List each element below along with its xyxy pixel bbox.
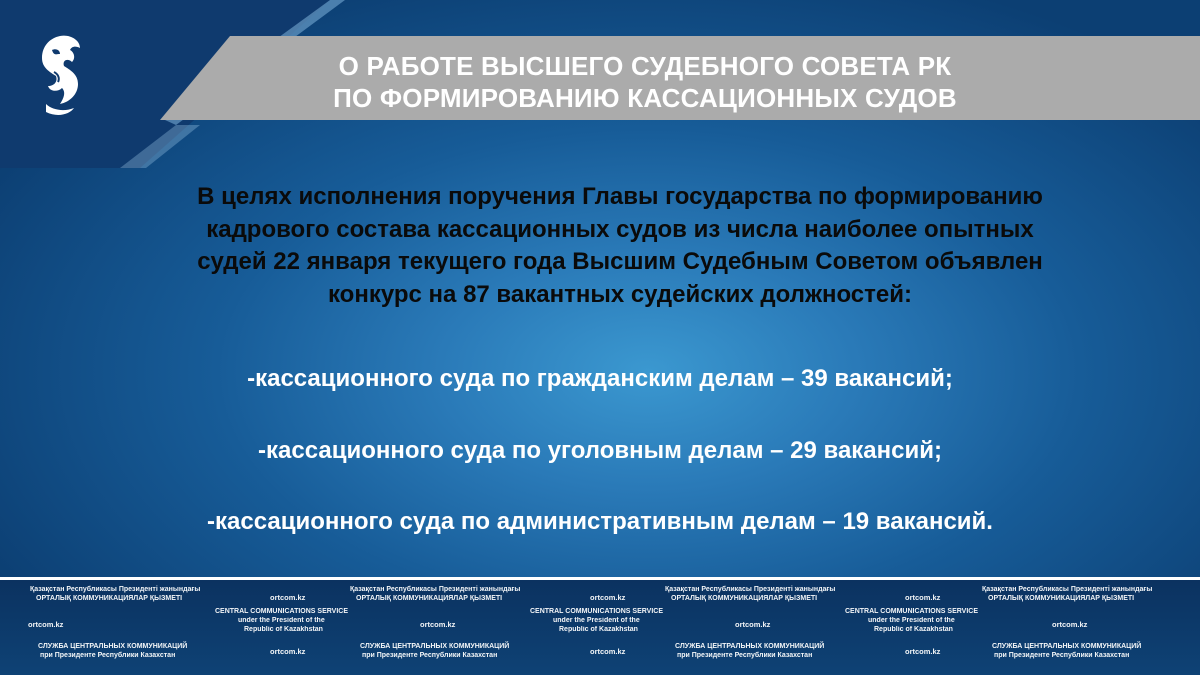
footer-en-3: Republic of Kazakhstan <box>244 626 323 633</box>
footer-kz-1: Қазақстан Республикасы Президенті жанындағы <box>982 586 1153 593</box>
footer-site: ortcom.kz <box>420 620 456 629</box>
vacancy-item-criminal: -кассационного суда по уголовным делам – 29 вакансий; <box>258 437 942 464</box>
footer-en-3: Republic of Kazakhstan <box>874 626 953 633</box>
vacancy-item-administrative: -кассационного суда по административным делам – 19 вакансий. <box>207 508 993 535</box>
footer-site: ortcom.kz <box>590 647 626 656</box>
footer-en-1: CENTRAL COMMUNICATIONS SERVICE <box>215 608 349 615</box>
footer-site: ortcom.kz <box>735 620 771 629</box>
footer-ru-1: СЛУЖБА ЦЕНТРАЛЬНЫХ КОММУНИКАЦИЙ <box>675 643 825 650</box>
footer-site: ortcom.kz <box>905 647 941 656</box>
footer-site: ortcom.kz <box>270 647 306 656</box>
vacancy-item-civil: -кассационного суда по гражданским делам – 39 вакансий; <box>247 365 953 392</box>
footer-kz-1: Қазақстан Республикасы Президенті жанындағы <box>350 586 521 593</box>
intro-paragraph <box>70 181 1170 311</box>
footer-kz-1: Қазақстан Республикасы Президенті жанындағы <box>665 586 836 593</box>
intro-line-4: конкурс на 87 вакантных судейских должностей: <box>327 280 912 308</box>
footer-en-3: Republic of Kazakhstan <box>559 626 638 633</box>
footer-kz-2: ОРТАЛЫҚ КОММУНИКАЦИЯЛАР ҚЫЗМЕТІ <box>988 595 1135 602</box>
footer-strip <box>0 577 1200 675</box>
footer-en-2: under the President of the <box>238 617 325 624</box>
footer-en-2: under the President of the <box>553 617 640 624</box>
footer-en-1: CENTRAL COMMUNICATIONS SERVICE <box>845 608 979 615</box>
intro-line-1: В целях исполнения поручения Главы государства по формированию <box>197 183 1043 210</box>
footer-kz-2: ОРТАЛЫҚ КОММУНИКАЦИЯЛАР ҚЫЗМЕТІ <box>671 595 818 602</box>
footer-kz-2: ОРТАЛЫҚ КОММУНИКАЦИЯЛАР ҚЫЗМЕТІ <box>356 595 503 602</box>
footer-kz-1: Қазақстан Республикасы Президенті жанындағы <box>30 586 201 593</box>
title-line-1: О РАБОТЕ ВЫСШЕГО СУДЕБНОГО СОВЕТА РК <box>338 51 952 81</box>
footer-ru-1: СЛУЖБА ЦЕНТРАЛЬНЫХ КОММУНИКАЦИЙ <box>360 643 510 650</box>
footer-ru-1: СЛУЖБА ЦЕНТРАЛЬНЫХ КОММУНИКАЦИЙ <box>38 643 188 650</box>
footer-site: ortcom.kz <box>590 593 626 602</box>
footer-ru-1: СЛУЖБА ЦЕНТРАЛЬНЫХ КОММУНИКАЦИЙ <box>992 643 1142 650</box>
footer-ru-2: при Президенте Республики Казахстан <box>40 652 176 659</box>
footer-ru-2: при Президенте Республики Казахстан <box>677 652 813 659</box>
intro-line-2: кадрового состава кассационных судов из числа наиболее опытных <box>206 215 1034 243</box>
footer-en-2: under the President of the <box>868 617 955 624</box>
footer-ru-2: при Президенте Республики Казахстан <box>362 652 498 659</box>
footer-site: ortcom.kz <box>28 620 64 629</box>
footer-kz-2: ОРТАЛЫҚ КОММУНИКАЦИЯЛАР ҚЫЗМЕТІ <box>36 595 183 602</box>
page-title <box>285 50 1005 114</box>
intro-line-3: судей 22 января текущего года Высшим Судебным Советом объявлен <box>197 248 1043 275</box>
footer-site: ortcom.kz <box>270 593 306 602</box>
footer-site: ortcom.kz <box>905 593 941 602</box>
snow-leopard-emblem-icon <box>30 32 88 118</box>
footer-site: ortcom.kz <box>1052 620 1088 629</box>
footer-en-1: CENTRAL COMMUNICATIONS SERVICE <box>530 608 664 615</box>
footer-ru-2: при Президенте Республики Казахстан <box>994 652 1130 659</box>
title-line-2: ПО ФОРМИРОВАНИЮ КАССАЦИОННЫХ СУДОВ <box>333 83 957 113</box>
